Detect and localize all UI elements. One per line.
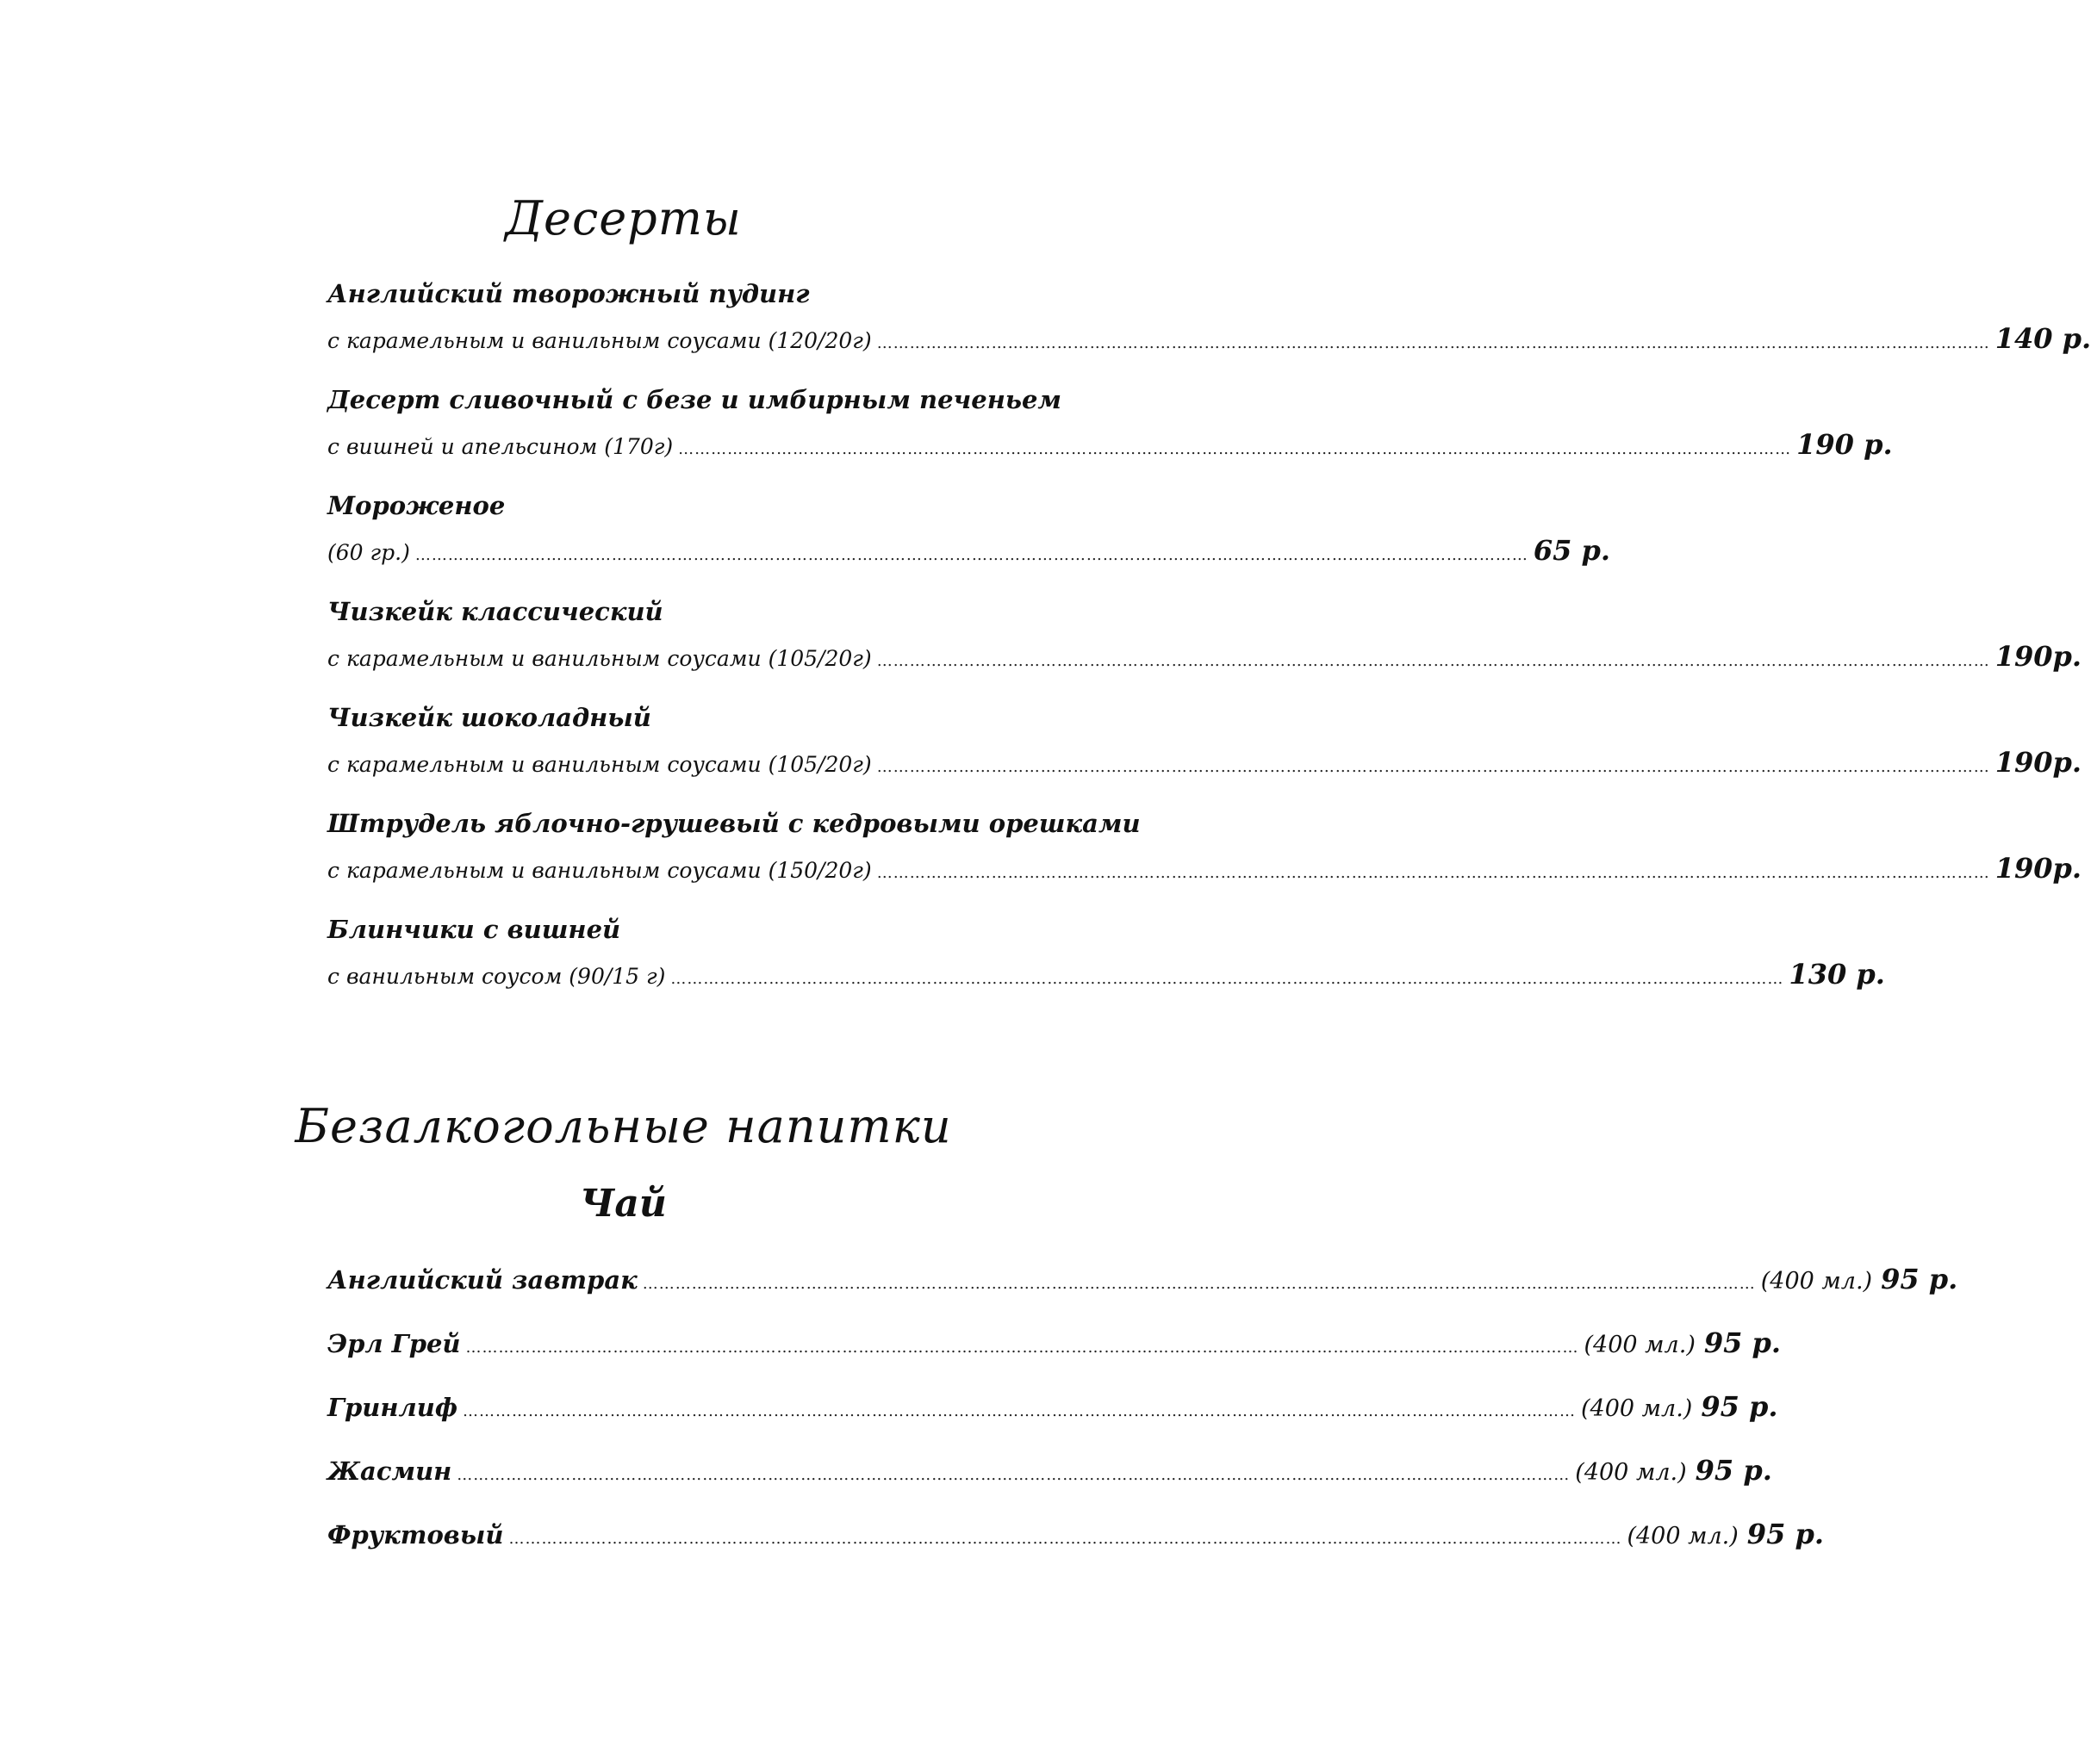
dessert-price: 140 р.	[1995, 322, 2091, 355]
tea-title: Чай	[580, 1182, 667, 1226]
dessert-line	[327, 852, 2082, 885]
dot-leader: ……………………………………………………………………………………………………………………………………………………………………………………	[876, 334, 1990, 352]
tea-volume: (400 мл.)	[1584, 1332, 1696, 1358]
dessert-line	[327, 534, 1611, 567]
tea-line	[327, 1326, 1782, 1359]
dot-leader: ……………………………………………………………………………………………………………………………………………………………………………………	[465, 1339, 1579, 1357]
dessert-name: Чизкейк шоколадный	[327, 703, 651, 732]
dessert-name: Мороженое	[327, 491, 506, 520]
dessert-line	[327, 322, 2091, 355]
dessert-name: Блинчики с вишней	[327, 915, 621, 944]
dessert-name: Десерт сливочный с безе и имбирным печеньем	[327, 385, 1061, 414]
dessert-price: 190р.	[1995, 640, 2082, 673]
dessert-line	[327, 640, 2082, 673]
dot-leader: ……………………………………………………………………………………………………………………………………………………………………………………	[457, 1466, 1571, 1484]
dessert-desc: с карамельным и ванильным соусами (105/20г)	[327, 752, 872, 777]
dessert-line	[327, 958, 1885, 991]
dessert-desc: (60 гр.)	[327, 540, 410, 565]
tea-line	[327, 1518, 1824, 1550]
dessert-desc: с ванильным соусом (90/15 г)	[327, 964, 666, 989]
tea-price: 95 р.	[1746, 1518, 1824, 1550]
tea-name: Эрл Грей	[327, 1329, 461, 1358]
dessert-desc: с карамельным и ванильным соусами (120/20г)	[327, 328, 872, 353]
tea-volume: (400 мл.)	[1581, 1395, 1693, 1422]
tea-price: 95 р.	[1701, 1390, 1778, 1423]
dessert-price: 190 р.	[1796, 428, 1893, 461]
tea-name: Гринлиф	[327, 1393, 457, 1422]
dot-leader: ……………………………………………………………………………………………………………………………………………………………………………………	[876, 864, 1990, 882]
dot-leader: ……………………………………………………………………………………………………………………………………………………………………………………	[642, 1275, 1756, 1293]
dot-leader: ……………………………………………………………………………………………………………………………………………………………………………………	[876, 758, 1990, 776]
tea-line	[327, 1390, 1778, 1423]
dessert-name: Английский творожный пудинг	[327, 279, 810, 308]
dot-leader: ……………………………………………………………………………………………………………………………………………………………………………………	[508, 1530, 1622, 1548]
desserts-title: Десерты	[505, 191, 742, 245]
dot-leader: ……………………………………………………………………………………………………………………………………………………………………………………	[670, 970, 1784, 988]
dot-leader: ……………………………………………………………………………………………………………………………………………………………………………………	[678, 440, 1792, 458]
tea-line	[327, 1263, 1958, 1295]
dessert-price: 130 р.	[1789, 958, 1885, 991]
dessert-line	[327, 746, 2082, 779]
dessert-name: Штрудель яблочно-грушевый с кедровыми орешками	[327, 809, 1141, 838]
tea-name: Фруктовый	[327, 1520, 504, 1550]
tea-price: 95 р.	[1703, 1326, 1782, 1359]
dessert-price: 190р.	[1995, 746, 2082, 779]
tea-volume: (400 мл.)	[1760, 1268, 1873, 1295]
dessert-desc: с карамельным и ванильным соусами (150/20г)	[327, 858, 872, 883]
dot-leader: ……………………………………………………………………………………………………………………………………………………………………………………	[876, 652, 1990, 670]
dessert-desc: с вишней и апельсином (170г)	[327, 434, 674, 459]
tea-name: Жасмин	[327, 1457, 452, 1486]
tea-price: 95 р.	[1881, 1263, 1958, 1295]
tea-volume: (400 мл.)	[1575, 1459, 1687, 1486]
tea-line	[327, 1454, 1772, 1487]
tea-name: Английский завтрак	[327, 1265, 638, 1295]
dessert-desc: с карамельным и ванильным соусами (105/20г)	[327, 646, 872, 671]
dot-leader: ……………………………………………………………………………………………………………………………………………………………………………………	[414, 546, 1528, 564]
drinks-title: Безалкогольные напитки	[295, 1099, 952, 1153]
tea-volume: (400 мл.)	[1627, 1523, 1739, 1550]
tea-price: 95 р.	[1695, 1454, 1772, 1487]
dessert-price: 65 р.	[1533, 534, 1611, 567]
dessert-line	[327, 428, 1893, 461]
dessert-price: 190р.	[1995, 852, 2082, 885]
dot-leader: ……………………………………………………………………………………………………………………………………………………………………………………	[463, 1402, 1576, 1420]
dessert-name: Чизкейк классический	[327, 597, 663, 626]
